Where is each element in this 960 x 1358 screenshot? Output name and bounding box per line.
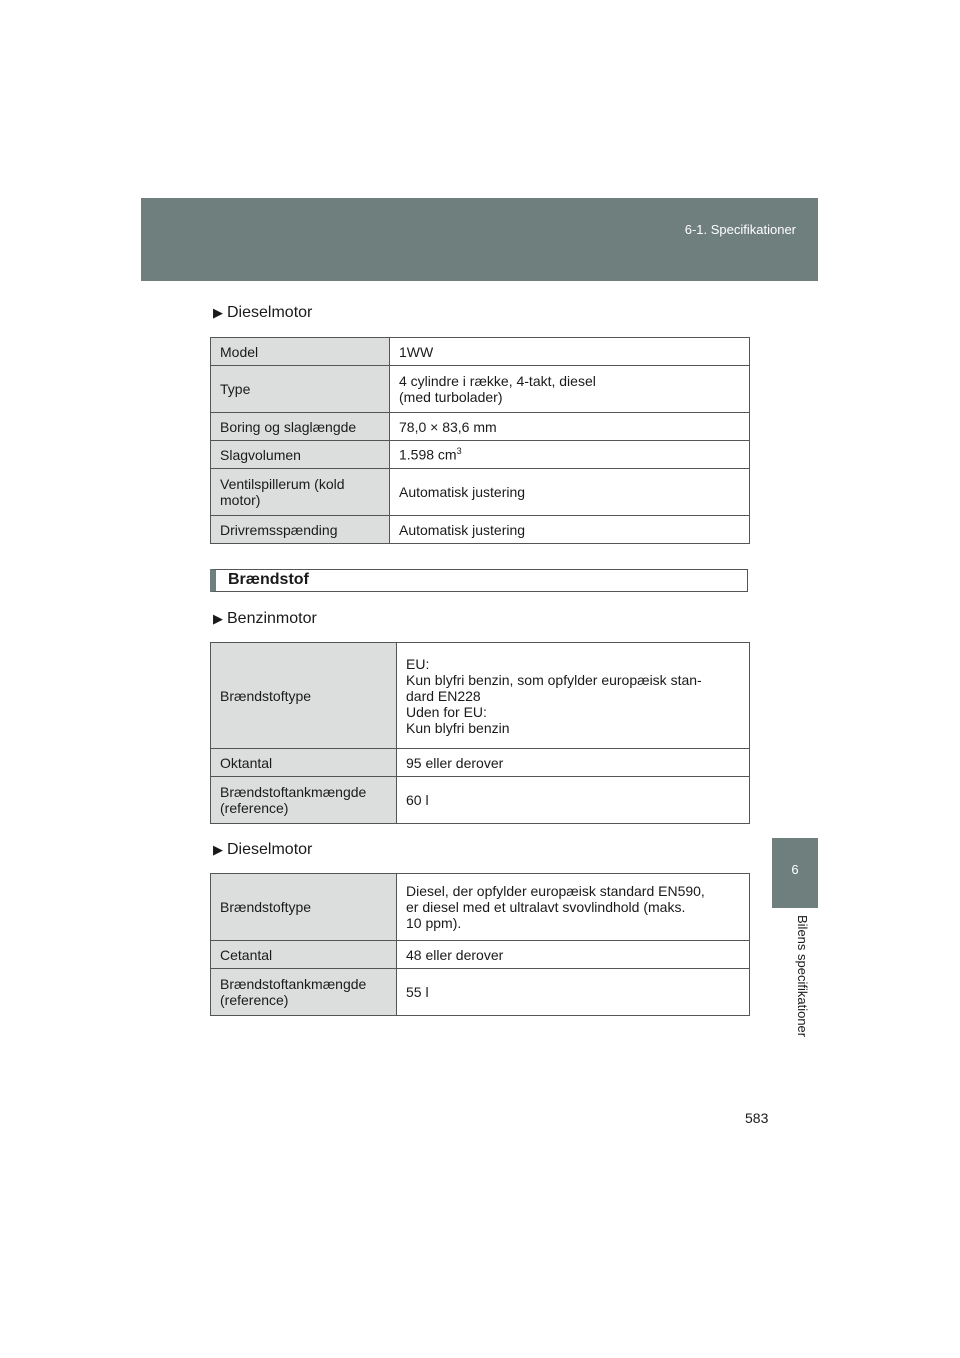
value-line: EU: — [406, 655, 430, 672]
table-row — [211, 441, 750, 469]
label-line: Brændstoftankmængde — [220, 784, 367, 800]
row-label — [211, 969, 397, 1016]
value-line: Diesel, der opfylder europæisk standard EN590, — [406, 883, 705, 899]
table-row — [211, 413, 750, 441]
subhead-text: Dieselmotor — [227, 304, 313, 321]
value-line: 10 ppm). — [406, 915, 462, 931]
label-line: Ventilspillerum (kold — [220, 476, 345, 492]
value-line: 4 cylindre i række, 4-takt, diesel — [399, 373, 596, 389]
diesel-fuel-table — [210, 873, 750, 1016]
value-superscript: 3 — [456, 446, 462, 457]
row-label: Slagvolumen — [211, 441, 390, 469]
header-band — [141, 198, 818, 281]
table-row — [211, 874, 750, 941]
row-label: Drivremsspænding — [211, 516, 390, 544]
subhead-diesel-fuel — [213, 841, 312, 859]
table-row — [211, 366, 750, 413]
row-value: 1WW — [390, 338, 750, 366]
row-label: Oktantal — [211, 749, 397, 777]
row-value: Automatisk justering — [390, 516, 750, 544]
value-line: er diesel med et ultralavt svovlindhold (maks. — [406, 899, 686, 915]
value-line: Kun blyfri benzin, som opfylder europæisk stan- — [406, 671, 702, 688]
row-value: 60 l — [397, 777, 750, 824]
row-value — [390, 366, 750, 413]
table-row — [211, 749, 750, 777]
subhead-text: Benzinmotor — [227, 610, 317, 627]
row-value: 48 eller derover — [397, 941, 750, 969]
value-line: Kun blyfri benzin — [406, 719, 510, 736]
value-text: 1.598 cm — [399, 446, 457, 463]
row-label — [211, 777, 397, 824]
row-label: Cetantal — [211, 941, 397, 969]
row-label: Boring og slaglængde — [211, 413, 390, 441]
diesel-engine-table — [210, 337, 750, 544]
row-label: Type — [211, 366, 390, 413]
arrow-icon: ▶ — [213, 842, 223, 857]
row-value: 78,0 × 83,6 mm — [390, 413, 750, 441]
value-line: Uden for EU: — [406, 703, 487, 720]
section-heading-text: Brændstof — [228, 571, 309, 588]
subhead-diesel-engine — [213, 304, 312, 322]
row-label: Model — [211, 338, 390, 366]
page-number: 583 — [745, 1110, 769, 1126]
row-value: Automatisk justering — [390, 469, 750, 516]
chapter-number: 6 — [791, 862, 799, 877]
subhead-text: Dieselmotor — [227, 841, 313, 858]
row-value: 95 eller derover — [397, 749, 750, 777]
row-label: Brændstoftype — [211, 874, 397, 941]
row-value — [397, 643, 750, 749]
arrow-icon: ▶ — [213, 611, 223, 626]
value-line: (med turbolader) — [399, 389, 503, 405]
row-value: 55 l — [397, 969, 750, 1016]
table-row — [211, 516, 750, 544]
table-row — [211, 777, 750, 824]
row-value — [397, 874, 750, 941]
chapter-tab — [772, 838, 818, 908]
label-line: Brændstoftankmængde — [220, 976, 367, 992]
row-value — [390, 441, 750, 469]
benzin-fuel-table — [210, 642, 750, 824]
section-title: 6-1. Specifikationer — [684, 222, 796, 237]
chapter-label: Bilens specifikationer — [795, 915, 810, 1038]
table-row — [211, 469, 750, 516]
table-row — [211, 969, 750, 1016]
table-row — [211, 338, 750, 366]
label-line: motor) — [220, 492, 261, 508]
value-line: dard EN228 — [406, 687, 481, 704]
subhead-benzin-engine — [213, 610, 317, 628]
label-line: (reference) — [220, 800, 289, 816]
label-line: (reference) — [220, 992, 289, 1008]
arrow-icon: ▶ — [213, 305, 223, 320]
table-row — [211, 941, 750, 969]
table-row — [211, 643, 750, 749]
section-heading-fuel — [210, 569, 748, 592]
row-label: Brændstoftype — [211, 643, 397, 749]
row-label — [211, 469, 390, 516]
